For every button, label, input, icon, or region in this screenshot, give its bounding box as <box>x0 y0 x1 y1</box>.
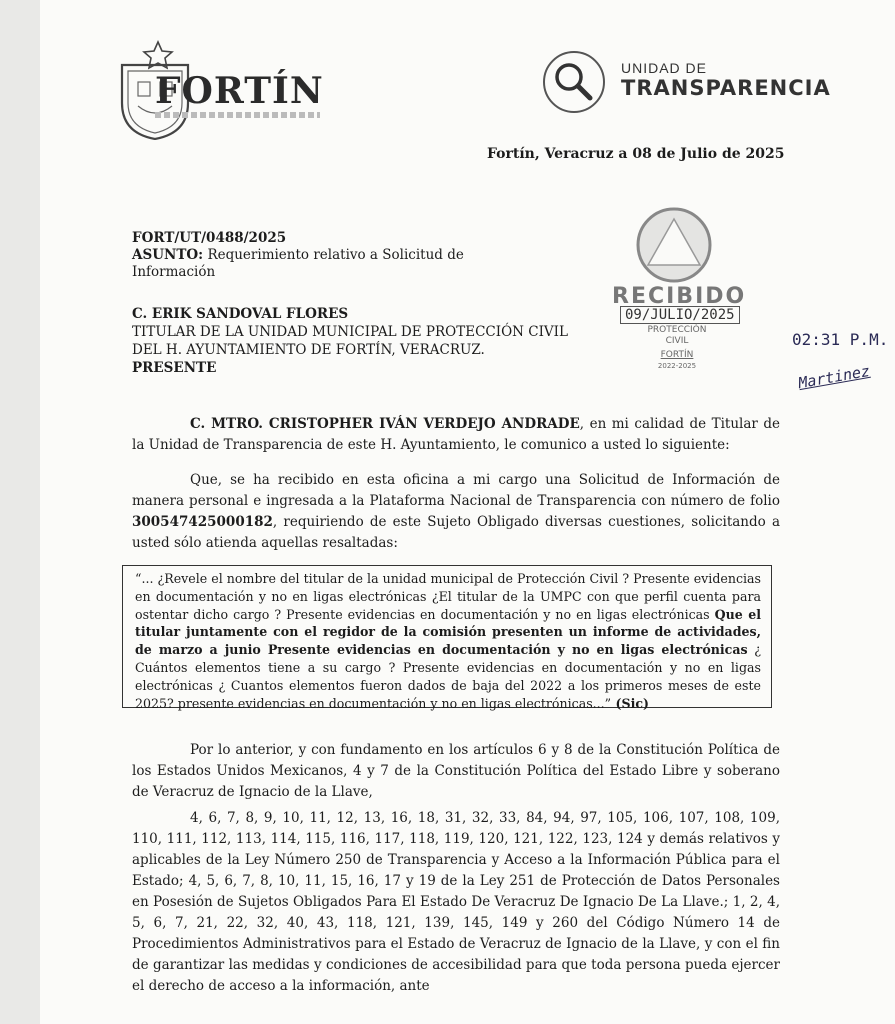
stamp-date: 09/JULIO/2025 <box>620 306 740 324</box>
stamp-line3: FORTÍN <box>660 350 694 360</box>
stamp-line4: 2022-2025 <box>657 362 697 370</box>
request-text-b: , requiriendo de este Sujeto Obligado diversas cuestiones, solicitando a usted sólo atienda aquellas resaltadas: <box>132 514 780 551</box>
paragraph-request <box>132 470 780 554</box>
recipient-line2: DEL H. AYUNTAMIENTO DE FORTÍN, VERACRUZ. <box>132 342 485 358</box>
intro-text: , en mi calidad de Titular de la Unidad de Transparencia de este H. Ayuntamiento, le comunico a usted lo siguiente: <box>132 416 780 453</box>
quote-sic: (Sic) <box>611 695 649 711</box>
legal-basis-text: Por lo anterior, y con fundamento en los artículos 6 y 8 de la Constitución Política de los Estados Unidos Mexicanos, 4 y 7 de la Constitución Política del Estado Libre y soberano de Veracruz de Ignacio de la Llave, <box>132 742 780 800</box>
articles-text: 4, 6, 7, 8, 9, 10, 11, 12, 13, 16, 18, 31, 32, 33, 84, 94, 97, 105, 106, 107, 108, 109, 110, 111, 112, 113, 114, 115, 116, 117, 118, 119, 120, 121, 122, 123, 124 y demás relativos y aplicables de la Ley Número 250 de Transparencia y Acceso a la Información Pública para el Estado; 4, 5, 6, 7, 8, 10, 11, 15, 16, 17 y 19 de la Ley 251 de Protección de Datos Personales en Posesión de Sujetos Obligados Para El Estado De Veracruz De Ignacio De La Llave.; 1, 2, 4, 5, 6, 7, 21, 22, 32, 40, 43, 118, 121, 139, 145, 149 y 260 del Código Número 14 de Procedimientos Administrativos para el Estado de Veracruz de Ignacio de la Llave, y con el fin de garantizar las medidas y condiciones de accesibilidad para que toda persona pueda ejercer el derecho de acceso a la información, ante <box>132 810 780 994</box>
recipient-presente: PRESENTE <box>132 360 217 376</box>
handwritten-signature: Martinez <box>796 361 872 393</box>
logo-text: FORTÍN <box>155 70 324 112</box>
request-text-a: Que, se ha recibido en esta oficina a mi cargo una Solicitud de Información de manera personal e ingresada a la Plataforma Nacional de Transparencia con número de folio <box>132 472 780 509</box>
recipient-name: C. ERIK SANDOVAL FLORES <box>132 306 349 322</box>
date-line: Fortín, Veracruz a 08 de Julio de 2025 <box>487 146 785 162</box>
paragraph-intro <box>132 414 780 456</box>
paragraph-articles <box>132 808 780 997</box>
asunto-text-2: Información <box>132 264 216 280</box>
asunto-text: Requerimiento relativo a Solicitud de <box>207 247 464 263</box>
quote-highlighted: Que el titular juntamente con el regidor de la comisión presenten un informe de actividades, de marzo a junio Presente evidencias en documentación y no en ligas electrónicas <box>135 606 761 658</box>
asunto-line <box>132 247 464 264</box>
quoted-request-box <box>122 565 772 711</box>
request-folio: 300547425000182 <box>132 514 273 530</box>
paragraph-legal-basis <box>132 740 780 803</box>
stamp-line2: CIVIL <box>665 336 689 346</box>
stamp-line1: PROTECCIÓN <box>647 325 707 335</box>
handwritten-time: 02:31 P.M. <box>792 330 889 349</box>
recipient-line1: TITULAR DE LA UNIDAD MUNICIPAL DE PROTECCIÓN CIVIL <box>132 324 568 340</box>
asunto-label: ASUNTO: <box>132 247 204 263</box>
folio-reference: FORT/UT/0488/2025 <box>132 230 287 246</box>
quote-text-a: “... ¿Revele el nombre del titular de la unidad municipal de Protección Civil ? Presente evidencias en documentación y no en ligas electrónicas ¿El titular de la UMPC con que perfil cuenta para ostentar dicho cargo ? Presente evidencias en documentación y no en ligas electrónicas <box>135 571 761 622</box>
sender-name: C. MTRO. CRISTOPHER IVÁN VERDEJO ANDRADE <box>190 416 580 432</box>
logo-divider <box>155 112 320 118</box>
magnifier-icon <box>540 48 608 116</box>
unit-label-top: UNIDAD DE <box>621 60 708 76</box>
stamp-recibido: RECIBIDO <box>612 284 747 309</box>
quote-text-b: ¿ Cuántos elementos tiene a su cargo ? Presente evidencias en documentación y no en ligas electrónicas ¿ Cuantos elementos fueron dados de baja del 2022 a los primeros meses de este 2025? presente evidencias en documentación y no en ligas electrónicas...” <box>135 642 761 711</box>
unit-label-bottom: TRANSPARENCIA <box>621 76 831 100</box>
